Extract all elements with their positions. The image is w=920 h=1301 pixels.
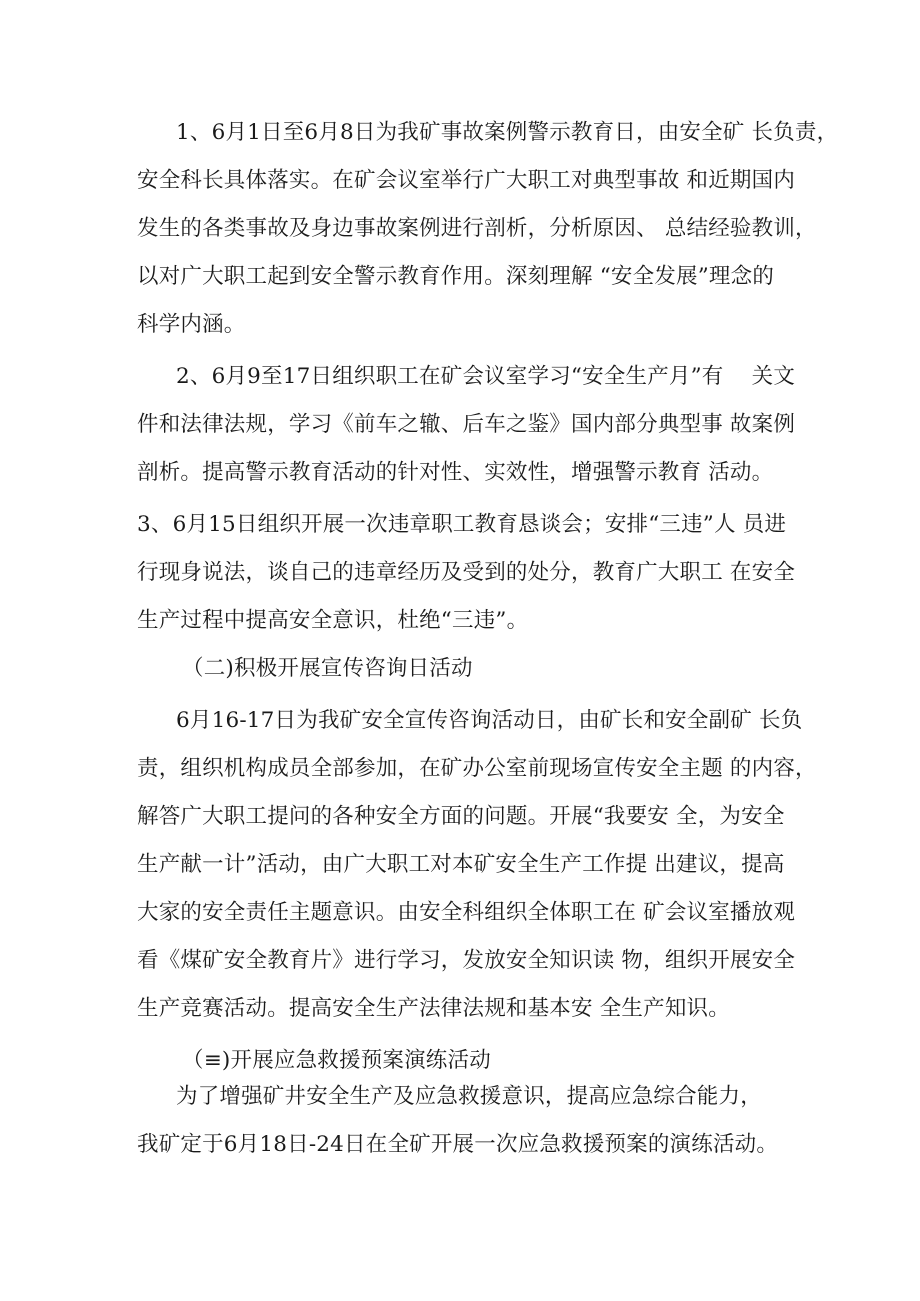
paragraph-1-line-2: 安全科长具体落实。在矿会议室举行广大职工对典型事故 和近期国内 bbox=[137, 168, 796, 193]
paragraph-4-line-7: 生产竞赛活动。提高安全生产法律法规和基本安 全生产知识。 bbox=[137, 996, 730, 1021]
paragraph-3-line-2: 行现身说法，谈自己的违章经历及受到的处分，教育广大职工 在安全 bbox=[137, 560, 796, 585]
paragraph-2-line-1: 2、6月9至17日组织职工在矿会议室学习“安全生产月”有 关文 bbox=[176, 364, 796, 389]
paragraph-4-line-5: 大家的安全责任主题意识。由安全科组织全体职工在 矿会议室播放观 bbox=[137, 900, 796, 925]
paragraph-3-line-3: 生产过程中提高安全意识，杜绝“三违”。 bbox=[137, 608, 529, 633]
paragraph-5-line-1: 为了增强矿井安全生产及应急救援意识，提高应急综合能力， bbox=[176, 1084, 762, 1109]
paragraph-4-line-3: 解答广大职工提问的各种安全方面的问题。开展“我要安 全，为安全 bbox=[137, 804, 785, 829]
paragraph-1-line-5: 科学内涵。 bbox=[137, 312, 246, 337]
paragraph-1-line-1: 1、6月1日至6月8日为我矿事故案例警示教育日，由安全矿 长负责， bbox=[176, 120, 839, 145]
paragraph-4-line-1: 6月16-17日为我矿安全宣传咨询活动日，由矿长和安全副矿 长负 bbox=[176, 708, 803, 733]
section-heading-2: （二)积极开展宣传咨询日活动 bbox=[182, 656, 473, 681]
paragraph-1-line-4: 以对广大职工起到安全警示教育作用。深刻理解 “安全发展”理念的 bbox=[137, 264, 775, 289]
paragraph-4-line-2: 责，组织机构成员全部参加，在矿办公室前现场宣传安全主题 的内容， bbox=[137, 756, 817, 781]
paragraph-5-line-2: 我矿定于6月18日-24日在全矿开展一次应急救援预案的演练活动。 bbox=[137, 1132, 779, 1157]
paragraph-4-line-6: 看《煤矿安全教育片》进行学习，发放安全知识读 物，组织开展安全 bbox=[137, 948, 796, 973]
paragraph-3-line-1: 3、6月15日组织开展一次违章职工教育恳谈会；安排“三违”人 员进 bbox=[137, 512, 787, 537]
paragraph-4-line-4: 生产献一计”活动，由广大职工对本矿安全生产工作提 出建议，提高 bbox=[137, 852, 785, 877]
paragraph-2-line-3: 剖析。提高警示教育活动的针对性、实效性，增强警示教育 活动。 bbox=[137, 460, 774, 485]
section-heading-3: （≡)开展应急救援预案演练活动 bbox=[182, 1048, 491, 1073]
paragraph-2-line-2: 件和法律法规，学习《前车之辙、后车之鉴》国内部分典型事 故案例 bbox=[137, 412, 796, 437]
paragraph-1-line-3: 发生的各类事故及身边事故案例进行剖析，分析原因、 总结经验教训， bbox=[137, 216, 817, 241]
